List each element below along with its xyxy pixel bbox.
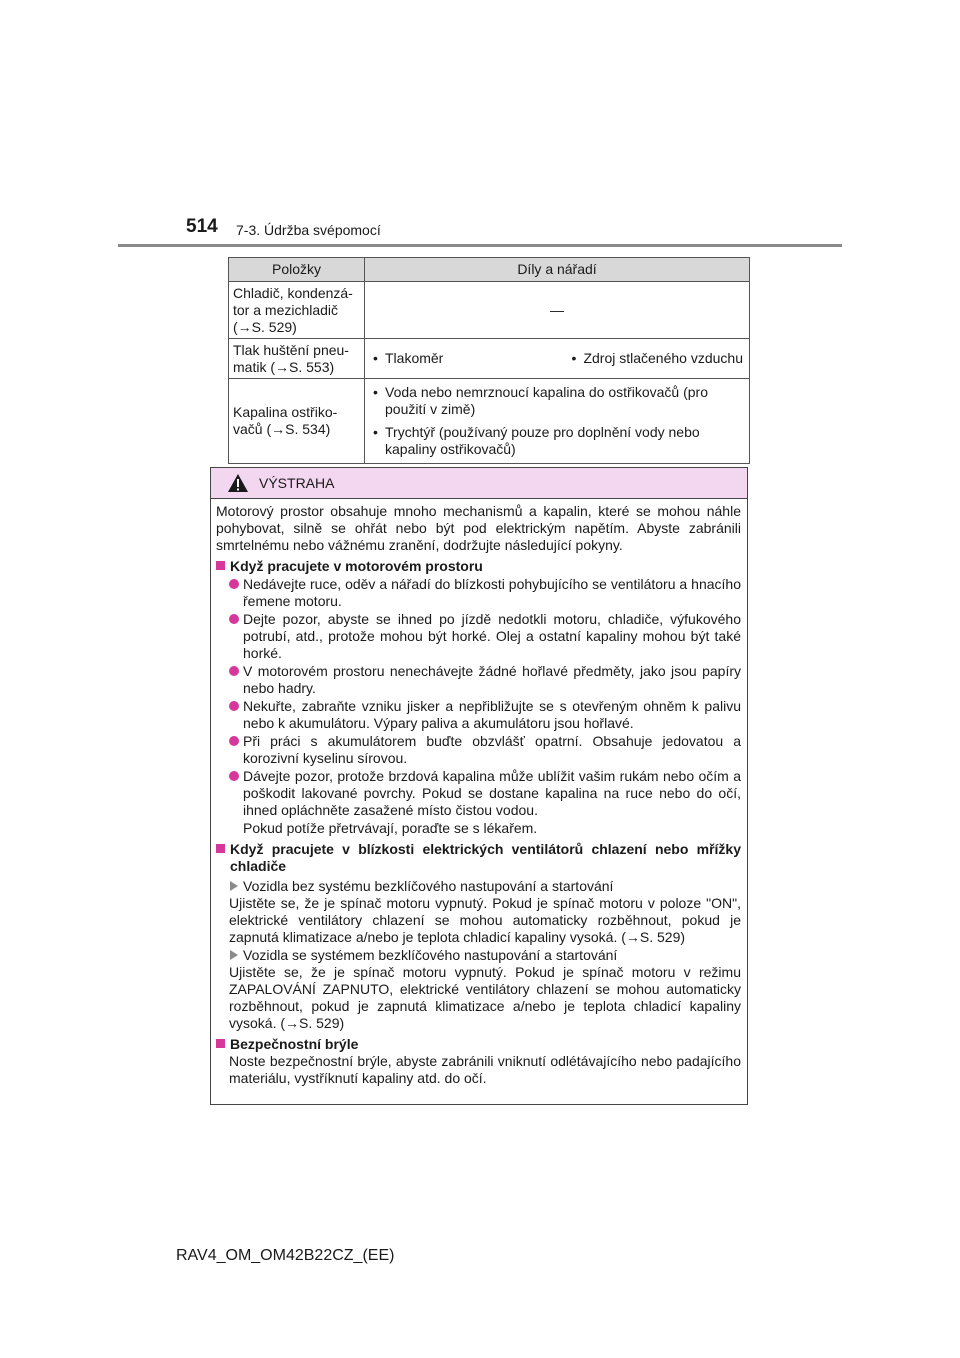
section-heading-text: Bezpečnostní brýle (230, 1036, 359, 1052)
section-heading (216, 558, 741, 575)
warning-header (211, 468, 747, 499)
paragraph: Ujistěte se, že je spínač motoru vypnutý. Pokud je spínač motoru v poloze "ON", elektrické ventilátory chlazení se mohou automaticky rozběhnout, pokud je zapnutá klimatizace a/nebo je teplota chladicí kapaliny vysoká. (→S. 529) (229, 895, 741, 945)
table-cell-parts (365, 379, 750, 464)
triangle-right-icon (230, 950, 238, 960)
paragraph: Ujistěte se, že je spínač motoru vypnutý. Pokud je spínač motoru v režimu ZAPALOVÁNÍ ZAPNUTO, elektrické ventilátory chlazení se mohou automaticky rozběhnout, pokud je zapnutá klimatizace a/nebo je teplota chladicí kapaliny vysoká. (→S. 529) (229, 964, 741, 1031)
warning-box (210, 467, 748, 1105)
sub-heading-text: Vozidla bez systému bezklíčového nastupování a startování (243, 878, 614, 894)
table-row (229, 282, 750, 339)
list-item: • Voda nebo nemrznoucí kapalina do ostřikovačů (pro použití v zimě) (371, 384, 743, 418)
table-cell-parts: — (365, 282, 750, 339)
table-cell-item: Kapalina ostřiko- vačů (→S. 534) (229, 379, 365, 464)
table-header-row (229, 258, 750, 282)
list-item-note: Pokud potíže přetrvávají, poraďte se s lékařem. (243, 820, 538, 836)
list-item: V motorovém prostoru nenechávejte žádné hořlavé předměty, jako jsou papíry nebo hadry. (216, 663, 741, 697)
square-bullet-icon (216, 1039, 225, 1048)
table-cell-parts (365, 339, 750, 379)
list-item: Nedávejte ruce, oděv a nářadí do blízkosti pohybujícího se ventilátoru a hnacího řemene motoru. (216, 576, 741, 610)
warning-icon (227, 473, 249, 493)
square-bullet-icon (216, 844, 225, 853)
list-item: • Trychtýř (používaný pouze pro doplnění vody nebo kapaliny ostřikovačů) (371, 424, 743, 458)
section-heading (216, 841, 741, 875)
square-bullet-icon (216, 561, 225, 570)
table-cell-item: Chladič, kondenzá- tor a mezichladič (→S. 529) (229, 282, 365, 339)
warning-body (211, 499, 747, 1087)
list-item: Při práci s akumulátorem buďte obzvlášť opatrní. Obsahuje jedovatou a korozivní kyselinu sírovou. (216, 733, 741, 767)
section-heading (216, 1036, 741, 1053)
section-heading-text: Když pracujete v blízkosti elektrických ventilátorů chlazení nebo mřížky chladiče (230, 841, 741, 874)
triangle-right-icon (230, 881, 238, 891)
page-number: 514 (186, 216, 218, 237)
footer-code: RAV4_OM_OM42B22CZ_(EE) (176, 1247, 395, 1264)
list-item: Dávejte pozor, protože brzdová kapalina může ublížit vašim rukám nebo očím a poškodit lakované povrchy. Pokud se dostane kapalina na ruce nebo do očí, ihned opláchněte zasažené místo čistou vodou. (216, 768, 741, 819)
table-cell-item: Tlak huštění pneu- matik (→S. 553) (229, 339, 365, 379)
list-item: • Tlakoměr (371, 350, 443, 367)
list-item: Nekuřte, zabraňte vzniku jisker a nepřibližujte se s otevřeným ohněm k palivu nebo k akumulátoru. Výpary paliva a akumulátoru jsou hořlavé. (216, 698, 741, 732)
section-title: 7-3. Údržba svépomocí (236, 222, 381, 238)
sub-heading-text: Vozidla se systémem bezklíčového nastupování a startování (243, 947, 618, 963)
list-item: Dejte pozor, abyste se ihned po jízdě nedotkli motoru, chladiče, výfukového potrubí, atd., protože mohou být horké. Olej a ostatní kapaliny mohou být také horké. (216, 611, 741, 662)
sub-heading (216, 878, 741, 895)
warning-intro: Motorový prostor obsahuje mnoho mechanismů a kapalin, které se mohou náhle pohybovat, silně se ohřát nebo být pod elektrickým napětím. Abyste zabránili smrtelnému nebo vážnému zranění, dodržujte následující pokyny. (216, 503, 741, 553)
parts-table (228, 257, 750, 464)
table-row (229, 379, 750, 464)
table-row (229, 339, 750, 379)
sub-heading (216, 947, 741, 964)
list-item: • Zdroj stlačeného vzduchu (569, 350, 743, 367)
column-header-parts: Díly a nářadí (365, 258, 750, 282)
column-header-items: Položky (229, 258, 365, 282)
warning-title: VÝSTRAHA (259, 475, 335, 491)
section-heading-text: Když pracujete v motorovém prostoru (230, 558, 483, 574)
header-rule (118, 244, 842, 247)
paragraph: Noste bezpečnostní brýle, abyste zabránili vniknutí odlétávajícího nebo padajícího materiálu, vystříknutí kapaliny atd. do očí. (229, 1053, 741, 1086)
